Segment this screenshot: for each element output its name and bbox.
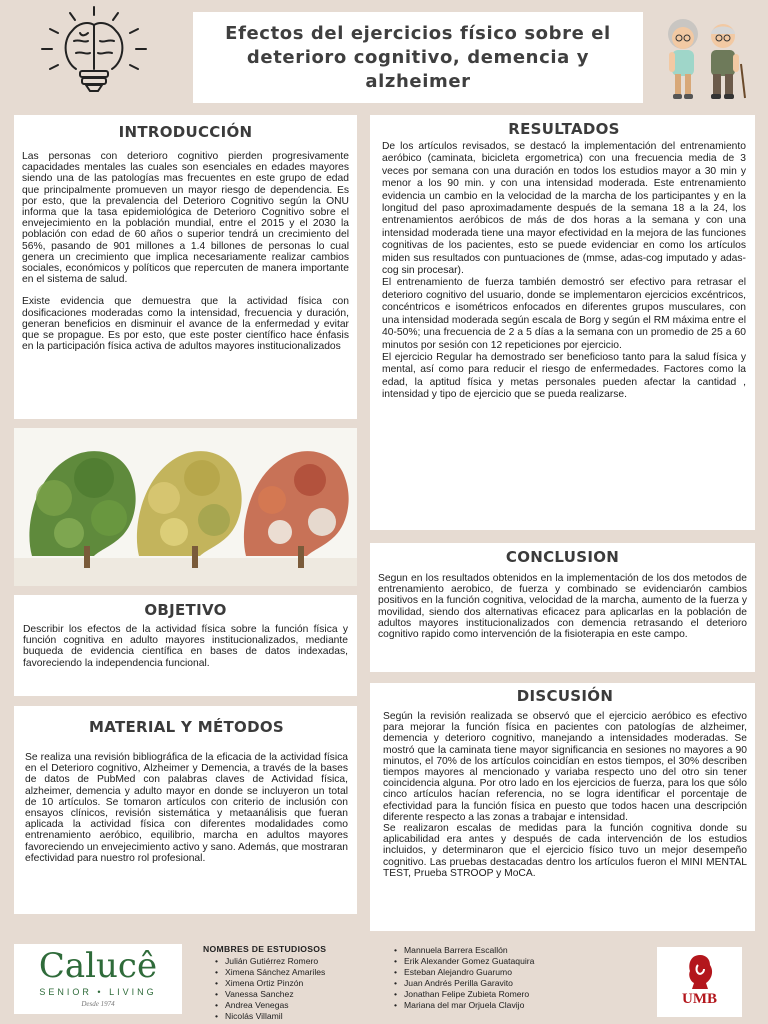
estudioso-name: • Mannuela Barrera Escallón [394, 945, 634, 956]
estudiosos-section-2 [394, 945, 634, 1011]
conclusion-heading: CONCLUSION [505, 548, 620, 566]
umb-emblem-icon [680, 951, 720, 991]
estudioso-name: • Ximena Ortiz Pinzón [215, 978, 405, 989]
resultados-panel [370, 115, 755, 530]
conclusion-text: Segun en los resultados obtenidos en la implementación de los dos metodos de entrenamiento aerobico, de fuerza y combinado se evidenciarón cambios positivos en la función cognitiva, velocidad de la marcha, aumento de la fuerza y movilidad, siendo dos alternativas eficacez para aplicarlas en la población de adultos mayores institucionalizados con demencia retrasando el deterioro cognitivo rapido como intervención de la fisioterapia en este campo. [378, 573, 747, 641]
resultados-heading: RESULTADOS [508, 120, 620, 138]
estudioso-name: • Mariana del mar Orjuela Clavijo [394, 1000, 634, 1011]
caluce-logo [14, 944, 182, 1014]
estudiosos-list-2 [394, 945, 634, 1011]
conclusion-panel [370, 543, 755, 672]
estudioso-name: • Nicolás Villamil [215, 1011, 405, 1022]
estudiosos-list-1 [215, 956, 405, 1022]
objetivo-text: Describir los efectos de la actividad física sobre la función física y función cognitiva en adulto mayores institucionalizados, mediante buqueda de evidencia científica en bases de datos indexadas, favoreciendo la independencia funcional. [23, 624, 348, 669]
estudioso-name: • Esteban Alejandro Guarumo [394, 967, 634, 978]
trees-heads-image [14, 428, 357, 586]
discusion-paragraph-1: Según la revisión realizada se observó que el ejercicio aeróbico es efectivo para mejorar la función física en pacientes con patologías de alzheimer, demencia y deterioro cognitivo, manejando a intensidades moderadas. Se mostró que la caminata tiene mayor significancia en sesiones no mayores a 90 minutos, el 70% de los artículos coincidían en estos tiempos, el 30% describen tiempos mayores al mencionado y variaba respecto uno del otro sin tener coincidencia alguna. Por otro lado en los ejercicios de fuerza, para los que sólo cinco artículos hacían referencia, no se logra identificar el porcentaje de efectividad para la función física en puesto que todos hacen una descripción diferente respecto a las zonas a trabajar e intensidad. [383, 711, 747, 823]
caluce-since: Desde 1974 [81, 1000, 115, 1008]
introduccion-paragraph-2: Existe evidencia que demuestra que la actividad física con dosificaciones moderadas como la intensidad, frecuencia y duración, generan beneficios en disminuir el avance de la enfermedad y evitar que se propague. Es por esto, que este poster científico hace énfasis en la participación física activa de adultos mayores institucionalizados [22, 296, 349, 353]
estudioso-name: • Jonathan Felipe Zubieta Romero [394, 989, 634, 1000]
objetivo-heading: OBJETIVO [144, 601, 227, 619]
material-metodos-panel [14, 706, 357, 914]
resultados-paragraph-2: El entrenamiento de fuerza también demostró ser efectivo para retrasar el deterioro cognitivo del usuario, donde se implementaron ejercicios excéntricos, concéntricos e isométricos enfocados en diferentes grupos musculares, con una intensidad moderada según escala de Borg y según el RM máxima entre el 40-50%; una frecuencia de 2 a 5 días a la semana con un promedio de 25 a 60 minutos por sesión con 12 repeticiones por ejercicio. [382, 277, 746, 351]
discusion-panel [370, 683, 755, 931]
discusion-paragraph-2: Se realizaron escalas de medidas para la función cognitiva donde su aplicabilidad era antes y después de cada intervención de los estudios incluidos, y determinaron que el ejercicio físico tuvo un mejor desempeño cognitivo. Las pruebas destacadas dentro los artículos fueron el MINI MENTAL TEST, Prueba STROOP y MoCA. [383, 823, 747, 879]
material-metodos-text: Se realiza una revisión bibliográfica de la eficacia de la actividad física en el Deterioro cognitivo, Alzheimer y Demencia, a través de la bases de datos de PubMed con palabras claves de Actividad física, alzheimer, demencia y adulto mayor en donde se incluyeron un total de 10 artículos. Se tomaron artículos con criterio de inclusión con ensayos clínicos, revisión sistemática y metaanálisis que fueran aplicada la actividad física con diferentes modalidades como entrenamiento aeróbico, equilibrio, marcha en adultos mayores favoreciendo un envejecimiento activo y sano. Además, que mostraran efectividad para nuestro rol profesional. [25, 752, 348, 864]
estudiosos-heading: NOMBRES DE ESTUDIOSOS [203, 944, 327, 954]
estudioso-name: • Ximena Sánchez Amariles [215, 967, 405, 978]
estudioso-name: • Juan Andrés Perilla Garavito [394, 978, 634, 989]
objetivo-panel [14, 595, 357, 696]
estudioso-name: • Vanessa Sanchez [215, 989, 405, 1000]
estudioso-name: • Julián Gutiérrez Romero [215, 956, 405, 967]
introduccion-heading: INTRODUCCIÓN [118, 123, 253, 141]
introduccion-paragraph-1: Las personas con deterioro cognitivo pierden progresivamente capacidades mentales las cuales son esenciales en edades mayores siendo una de las patologías mas frecuentes en este grupo de edad que principalmente promueven un mayor riesgo de dependencia. Es por esto, que la prevalencia del Deterioro Cognitivo según la ONU informa que la tasa epidemiológica de Deterioro Cognitivo sobre el envejecimiento en la población mundial, entre el 2015 y el 2030 la población con edad de 60 años o superior tendrá un crecimiento del 56%, pasando de 901 millones a 1.4 billones de personas lo cual genera un crecimiento que implica necesariamente realizar cambios sociales, económicos y políticos que repercuten de manera importante en el sistema de salud. [22, 151, 349, 286]
discusion-heading: DISCUSIÓN [516, 687, 614, 705]
umb-label: UMB [682, 991, 717, 1007]
elderly-couple-illustration [655, 8, 755, 104]
resultados-paragraph-1: De los artículos revisados, se destacó la implementación del entrenamiento aeróbico (caminata, bicicleta ergometrica) con una frecuencia media de 3 veces por semana con una duración en todos los estudios mayor a 30 min y menor a los 90 min. y con una intensidad moderada. Este entrenamiento evidencia un cambio en la velocidad de la marcha de los participantes y en la longitud del paso aproximadamente después de la semana 18 a la 24, los entrenamientos aeróbicos de más de dos horas a la semana y con una intensidad moderada tiene una mayor efectividad en la mejora de las funciones cognitivas de los pacientes, esto se puede evidenciar en como los artículos miden sus resultados con puntuaciones de (mmse, adas-cog imputado y adas-cog sin procesar). [382, 141, 746, 277]
caluce-tagline: SENIOR • LIVING [39, 987, 157, 997]
estudioso-name: • Erik Alexander Gomez Guataquira [394, 956, 634, 967]
umb-logo [657, 947, 742, 1017]
poster-title: Efectos del ejercicios físico sobre el deterioro cognitivo, demencia y alzheimer [225, 22, 611, 92]
caluce-name: Calucê [38, 946, 158, 986]
resultados-paragraph-3: El ejercicio Regular ha demostrado ser beneficioso tanto para la salud física y mental, así como para reducir el riesgo de enfermedades. Factores como la edad, la aptitud física y metas personales pueden afectar la cantidad , intensidad y tipo de ejercicio que se pueda realizarse. [382, 351, 746, 401]
estudioso-name: • Andrea Venegas [215, 1000, 405, 1011]
introduccion-panel [14, 115, 357, 419]
brain-lightbulb-icon [30, 5, 158, 97]
material-metodos-heading: MATERIAL Y MÉTODOS [88, 718, 285, 736]
title-box [193, 12, 643, 103]
